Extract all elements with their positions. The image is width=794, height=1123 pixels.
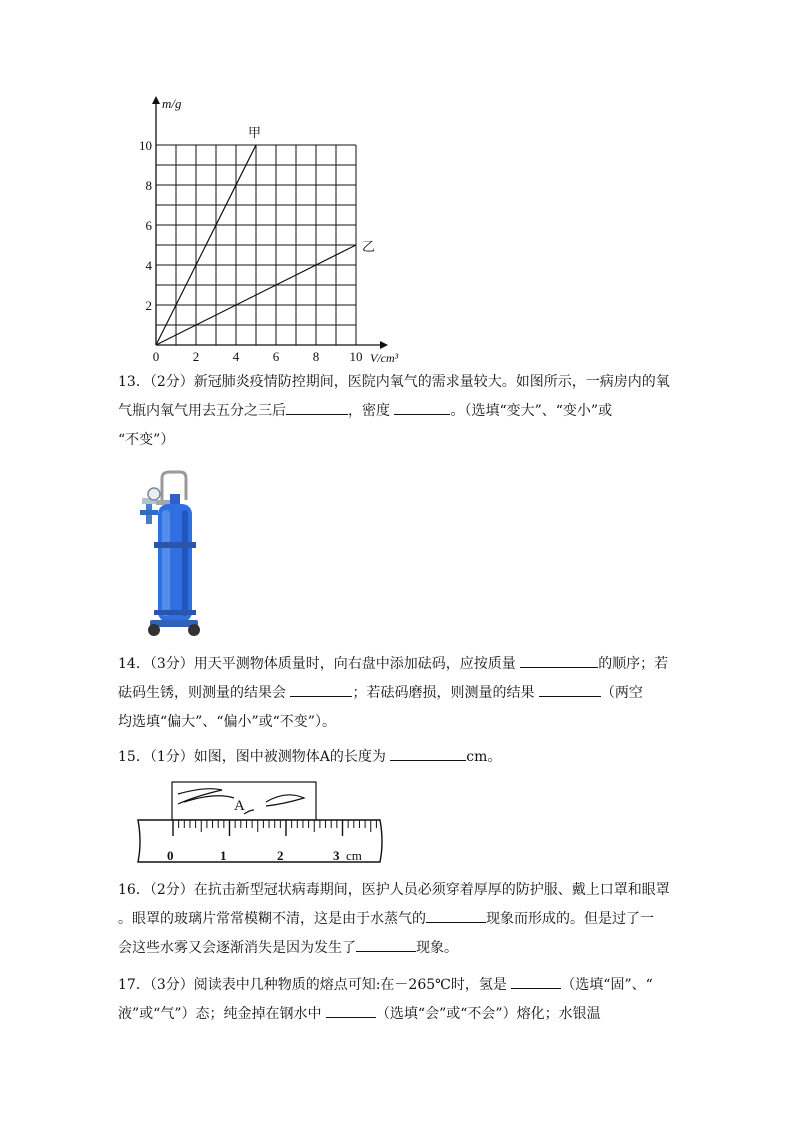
- y-tick-label: 10: [139, 138, 152, 153]
- q14-text: 的顺序；若: [598, 656, 669, 672]
- q16-blank-1[interactable]: [426, 908, 486, 923]
- x-axis-label: V/cm³: [370, 351, 399, 365]
- q15-text: 15．（1分）如图，图中被测物体A的长度为: [118, 749, 386, 765]
- x-tick-label: 0: [152, 349, 160, 364]
- q16-line2: [118, 905, 678, 934]
- x-tick-label: 2: [192, 349, 200, 364]
- y-axis-arrow: [152, 96, 160, 104]
- q16-line1: 16．（2分）在抗击新型冠状病毒期间，医护人员必须穿着厚厚的防护服、戴上口罩和眼罩: [118, 882, 670, 898]
- q17-line2: [118, 1000, 678, 1029]
- q16-line3: [118, 934, 678, 963]
- ruler-label-1: 1: [220, 848, 227, 863]
- question-16: [118, 876, 678, 963]
- series-label-jia: 甲: [248, 125, 262, 140]
- series-label-yi: 乙: [362, 239, 376, 254]
- question-13: [118, 368, 678, 455]
- q16-text: 现象而形成的。但是过了一: [486, 911, 654, 927]
- q14-line2: [118, 679, 678, 708]
- q16-text: 现象。: [416, 940, 458, 956]
- ruler-unit: cm: [346, 848, 362, 863]
- q13-text: ，密度: [348, 403, 390, 419]
- q17-blank-1[interactable]: [511, 974, 561, 989]
- ruler-label-2: 2: [277, 848, 284, 863]
- q15-blank-1[interactable]: [390, 746, 466, 761]
- x-axis-arrow: [380, 341, 388, 349]
- question-14: [118, 650, 678, 737]
- q14-line1: [118, 650, 678, 679]
- x-tick-label: 4: [232, 349, 240, 364]
- q17-text: 17．（3分）阅读表中几种物质的熔点可知:在－265℃时，氢是: [118, 977, 507, 993]
- q16-text: 。眼罩的玻璃片常常模糊不清，这是由于水蒸气的: [118, 911, 426, 927]
- q16-text: 会这些水雾又会逐渐消失是因为发生了: [118, 940, 356, 956]
- q15-line1: [118, 743, 678, 772]
- graph-axes: [152, 96, 388, 349]
- q13-blank-2[interactable]: [394, 400, 450, 415]
- q17-line1: [118, 971, 678, 1000]
- graph-series: [156, 125, 375, 345]
- q16-blank-2[interactable]: [356, 937, 416, 952]
- question-17: [118, 971, 678, 1029]
- q17-text: （选填“固”、“: [561, 977, 653, 993]
- q14-text: 砝码生锈，则测量的结果会: [118, 685, 286, 701]
- q13-line3: “不变”）: [118, 432, 175, 448]
- q14-text: （两空: [600, 685, 643, 701]
- question-15: [118, 743, 678, 772]
- q13-text: 。（选填“变大”、“变小”或: [450, 403, 613, 419]
- x-tick-label: 10: [349, 349, 363, 364]
- y-axis-label: m/g: [162, 96, 182, 111]
- x-tick-label: 6: [272, 349, 280, 364]
- ruler-label-0: 0: [167, 848, 174, 863]
- q14-blank-3[interactable]: [539, 682, 601, 697]
- q13-blank-1[interactable]: [286, 400, 348, 415]
- y-tick-label: 2: [145, 298, 152, 313]
- q15-text: cm。: [466, 749, 502, 765]
- q14-line3: 均选填“偏大”、“偏小”或“不变”）。: [118, 714, 336, 730]
- y-tick-label: 6: [145, 218, 152, 233]
- oxygen-cylinder-image: [134, 470, 204, 638]
- q14-text: 14．（3分）用天平测物体质量时，向右盘中添加砝码，应按质量: [118, 656, 516, 672]
- graph-ticks: [139, 138, 363, 364]
- y-tick-label: 8: [145, 178, 152, 193]
- object-a-label: A: [234, 798, 245, 814]
- mass-volume-graph: [130, 92, 420, 367]
- q17-text: 液”或“气”）态；纯金掉在钢水中: [118, 1006, 322, 1022]
- q13-text: 气瓶内氧气用去五分之三后: [118, 403, 286, 419]
- q14-text: ；若砝码磨损，则测量的结果: [352, 685, 535, 701]
- x-tick-label: 8: [312, 349, 320, 364]
- q14-blank-2[interactable]: [290, 682, 352, 697]
- y-tick-label: 4: [145, 258, 152, 273]
- q13-line1: 13．（2分）新冠肺炎疫情防控期间，医院内氧气的需求量较大。如图所示，一病房内的氧: [118, 374, 670, 390]
- q14-blank-1[interactable]: [520, 653, 598, 668]
- ruler-figure: [136, 780, 388, 866]
- ruler-label-3: 3: [333, 848, 340, 863]
- graph-grid: [156, 145, 356, 345]
- q17-text: （选填“会”或“不会”）熔化；水银温: [375, 1006, 601, 1022]
- q17-blank-2[interactable]: [326, 1003, 376, 1018]
- q13-line2: [118, 397, 678, 426]
